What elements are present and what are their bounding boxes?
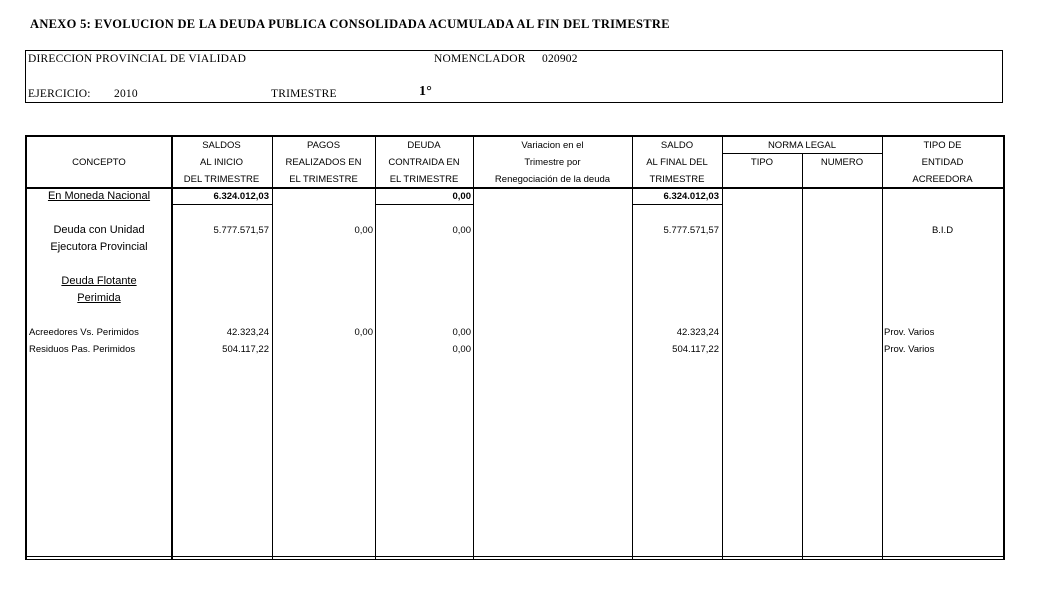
header-deuda-1: DEUDA: [407, 140, 441, 151]
row-residuos-concepto: Residuos Pas. Perimidos: [29, 344, 136, 355]
row-residuos-saldo-final: 504.117,22: [672, 344, 719, 355]
row-residuos-saldo-inicio: 504.117,22: [222, 344, 269, 355]
col-divider: [722, 137, 723, 560]
row-acreedores-saldo-final: 42.323,24: [676, 327, 719, 338]
trimestre-label: TRIMESTRE: [271, 88, 337, 100]
trimestre-value: 1°: [419, 84, 432, 99]
header-tipo: TIPO: [750, 157, 774, 168]
col-divider: [473, 137, 474, 560]
row-deuda-unidad-saldo-final: 5.777.571,57: [663, 225, 719, 236]
table-bottom-line: [25, 559, 1005, 560]
row-residuos-entidad: Prov. Varios: [884, 344, 935, 355]
header-deuda-2: CONTRAIDA EN: [388, 157, 460, 168]
row-deuda-unidad-concepto-1: Deuda con Unidad: [53, 224, 145, 236]
row-deuda-unidad-concepto-2: Ejecutora Provincial: [50, 241, 148, 253]
row-acreedores-pagos: 0,00: [354, 327, 373, 338]
row-acreedores-concepto: Acreedores Vs. Perimidos: [29, 327, 139, 338]
header-variacion-2: Trimestre por: [524, 157, 581, 168]
header-saldos-2: AL INICIO: [200, 157, 243, 168]
row-residuos-deuda: 0,00: [452, 344, 471, 355]
header-saldo-final-2: AL FINAL DEL: [646, 157, 708, 168]
row-flotante-concepto-2: Perimida: [77, 292, 121, 304]
header-tipo-entidad-2: ENTIDAD: [921, 157, 964, 168]
row-deuda-unidad-deuda: 0,00: [452, 225, 471, 236]
header-saldo-final-1: SALDO: [660, 140, 694, 151]
col-divider: [802, 154, 803, 560]
debt-table: [25, 135, 1005, 560]
header-concepto: CONCEPTO: [72, 157, 126, 168]
header-pagos-3: EL TRIMESTRE: [289, 174, 358, 185]
ejercicio-value: 2010: [114, 88, 138, 100]
row-deuda-unidad-saldo-inicio: 5.777.571,57: [213, 225, 269, 236]
row-deuda-unidad-pagos: 0,00: [354, 225, 373, 236]
row-moneda-nacional-saldo-final: 6.324.012,03: [663, 191, 719, 202]
row-deuda-unidad-entidad: B.I.D: [931, 225, 954, 236]
row-acreedores-deuda: 0,00: [452, 327, 471, 338]
header-tipo-entidad-1: TIPO DE: [923, 140, 962, 151]
direccion: DIRECCION PROVINCIAL DE VIALIDAD: [28, 53, 247, 65]
row-acreedores-saldo-inicio: 42.323,24: [226, 327, 269, 338]
header-saldos-1: SALDOS: [202, 140, 241, 151]
header-saldos-3: DEL TRIMESTRE: [183, 174, 260, 185]
ejercicio-label: EJERCICIO:: [28, 88, 91, 100]
header-variacion-1: Variacion en el: [521, 140, 584, 151]
table-bottom-line: [25, 556, 1005, 557]
row-flotante-concepto-1: Deuda Flotante: [61, 275, 137, 287]
header-pagos-2: REALIZADOS EN: [285, 157, 362, 168]
row-moneda-nacional-deuda: 0,00: [452, 191, 471, 202]
header-deuda-3: EL TRIMESTRE: [389, 174, 459, 185]
header-variacion-3: Renegociación de la deuda: [494, 174, 611, 185]
col-divider: [272, 137, 273, 560]
header-saldo-final-3: TRIMESTRE: [649, 174, 705, 185]
nomenclador-label: NOMENCLADOR: [434, 53, 526, 65]
document-title: ANEXO 5: EVOLUCION DE LA DEUDA PUBLICA CONSOLIDADA ACUMULADA AL FIN DEL TRIMESTRE: [30, 17, 670, 31]
nomenclador-value: 020902: [542, 53, 578, 65]
info-box: [25, 50, 1003, 103]
row-moneda-nacional-saldo-inicio: 6.324.012,03: [213, 191, 269, 202]
header-tipo-entidad-3: ACREEDORA: [912, 174, 973, 185]
header-numero: NUMERO: [820, 157, 864, 168]
row-moneda-nacional-concepto: En Moneda Nacional: [47, 190, 151, 202]
col-divider: [882, 137, 883, 560]
header-pagos-1: PAGOS: [306, 140, 341, 151]
row-acreedores-entidad: Prov. Varios: [884, 327, 935, 338]
header-norma-legal: NORMA LEGAL: [767, 140, 837, 151]
